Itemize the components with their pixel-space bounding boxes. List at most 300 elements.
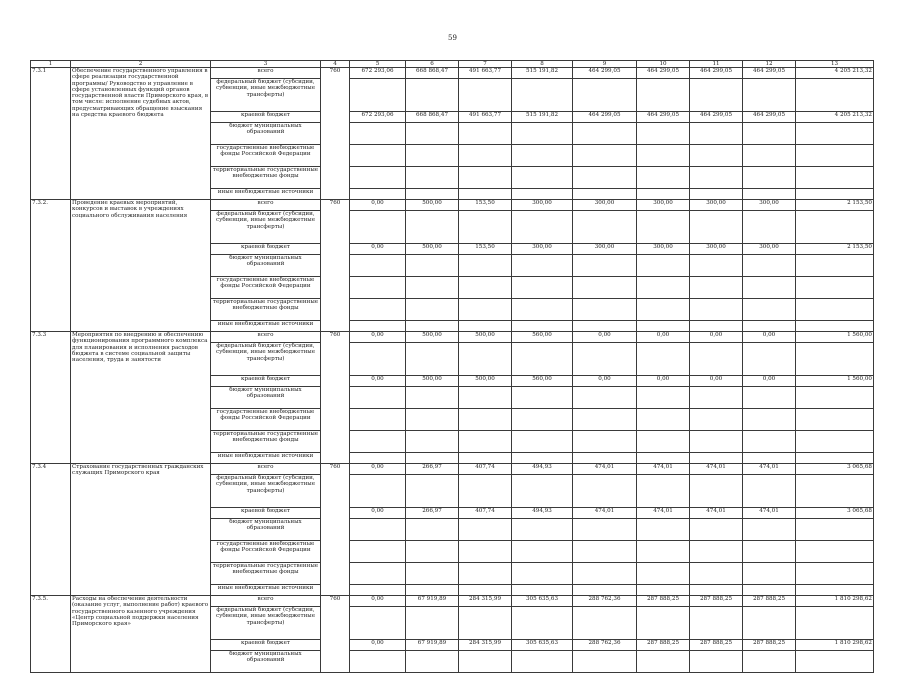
funding-source: федеральный бюджет (субсидии, субвенции, иные межбюджетные трансферты) bbox=[211, 607, 321, 640]
empty-cell bbox=[637, 79, 690, 112]
column-number: 13 bbox=[796, 61, 874, 68]
empty-cell bbox=[512, 123, 573, 145]
column-number: 2 bbox=[71, 61, 211, 68]
empty-cell bbox=[350, 409, 406, 431]
year-value: 284 315,99 bbox=[459, 596, 512, 607]
year-value: 474,01 bbox=[637, 464, 690, 475]
empty-cell bbox=[637, 189, 690, 200]
empty-cell bbox=[796, 651, 874, 673]
empty-cell bbox=[573, 145, 637, 167]
year-value: 300,00 bbox=[512, 200, 573, 211]
funding-source: федеральный бюджет (субсидии, субвенции, иные межбюджетные трансферты) bbox=[211, 475, 321, 508]
empty-cell bbox=[350, 211, 406, 244]
empty-cell bbox=[796, 541, 874, 563]
year-value: 300,00 bbox=[690, 200, 743, 211]
empty-cell bbox=[690, 167, 743, 189]
total-value: 4 205 213,32 bbox=[796, 68, 874, 79]
empty-cell bbox=[690, 541, 743, 563]
empty-cell bbox=[796, 607, 874, 640]
year-value: 474,01 bbox=[690, 464, 743, 475]
funding-source: государственные внебюджетные фонды Российской Федерации bbox=[211, 145, 321, 167]
total-value: 1 560,00 bbox=[796, 332, 874, 343]
empty-cell bbox=[796, 387, 874, 409]
regional-value: 464 299,05 bbox=[637, 112, 690, 123]
section-name: Страхование государственных гражданских служащих Приморского края bbox=[71, 464, 211, 596]
empty-cell bbox=[406, 189, 459, 200]
empty-cell bbox=[573, 79, 637, 112]
empty-cell bbox=[796, 453, 874, 464]
empty-cell bbox=[350, 123, 406, 145]
empty-cell bbox=[459, 123, 512, 145]
empty-cell bbox=[459, 387, 512, 409]
funding-source: иные внебюджетные источники bbox=[211, 453, 321, 464]
column-number: 11 bbox=[690, 61, 743, 68]
total-value: 1 810 298,62 bbox=[796, 596, 874, 607]
empty-cell bbox=[406, 167, 459, 189]
section-code: 760 bbox=[321, 332, 350, 464]
empty-cell bbox=[350, 343, 406, 376]
empty-cell bbox=[573, 607, 637, 640]
empty-cell bbox=[796, 79, 874, 112]
empty-cell bbox=[637, 607, 690, 640]
column-number: 5 bbox=[350, 61, 406, 68]
empty-cell bbox=[350, 189, 406, 200]
regional-value: 500,00 bbox=[459, 376, 512, 387]
empty-cell bbox=[796, 409, 874, 431]
empty-cell bbox=[743, 563, 796, 585]
empty-cell bbox=[743, 409, 796, 431]
year-value: 287 888,25 bbox=[637, 596, 690, 607]
empty-cell bbox=[350, 563, 406, 585]
empty-cell bbox=[350, 387, 406, 409]
regional-value: 500,00 bbox=[406, 376, 459, 387]
section-name: Расходы на обеспечение деятельности (оказание услуг, выполнение работ) краевого государственного казенного учреждения «Центр социальной поддержки населения Приморского края» bbox=[71, 596, 211, 673]
funding-source: всего bbox=[211, 332, 321, 343]
empty-cell bbox=[459, 519, 512, 541]
table-row bbox=[31, 464, 874, 475]
empty-cell bbox=[743, 321, 796, 332]
funding-source: федеральный бюджет (субсидии, субвенции, иные межбюджетные трансферты) bbox=[211, 343, 321, 376]
empty-cell bbox=[796, 277, 874, 299]
empty-cell bbox=[350, 431, 406, 453]
total-value: 3 065,68 bbox=[796, 464, 874, 475]
empty-cell bbox=[406, 277, 459, 299]
empty-cell bbox=[350, 299, 406, 321]
empty-cell bbox=[459, 541, 512, 563]
empty-cell bbox=[743, 585, 796, 596]
empty-cell bbox=[406, 343, 459, 376]
regional-value: 560,00 bbox=[512, 376, 573, 387]
year-value: 0,00 bbox=[350, 200, 406, 211]
section-number: 7.3.2. bbox=[31, 200, 71, 332]
funding-source: бюджет муниципальных образований bbox=[211, 255, 321, 277]
regional-value: 407,74 bbox=[459, 508, 512, 519]
empty-cell bbox=[573, 167, 637, 189]
regional-value: 287 888,25 bbox=[690, 640, 743, 651]
empty-cell bbox=[573, 123, 637, 145]
regional-total-value: 3 065,68 bbox=[796, 508, 874, 519]
section-code: 760 bbox=[321, 200, 350, 332]
section-number: 7.3.3 bbox=[31, 332, 71, 464]
funding-source: бюджет муниципальных образований bbox=[211, 651, 321, 673]
column-number: 7 bbox=[459, 61, 512, 68]
empty-cell bbox=[637, 211, 690, 244]
empty-cell bbox=[350, 651, 406, 673]
empty-cell bbox=[637, 277, 690, 299]
empty-cell bbox=[406, 123, 459, 145]
empty-cell bbox=[796, 475, 874, 508]
column-number: 6 bbox=[406, 61, 459, 68]
empty-cell bbox=[690, 277, 743, 299]
year-value: 464 299,05 bbox=[573, 68, 637, 79]
empty-cell bbox=[637, 299, 690, 321]
empty-cell bbox=[512, 607, 573, 640]
year-value: 494,93 bbox=[512, 464, 573, 475]
empty-cell bbox=[459, 211, 512, 244]
empty-cell bbox=[743, 343, 796, 376]
empty-cell bbox=[459, 299, 512, 321]
empty-cell bbox=[406, 607, 459, 640]
funding-source: территориальные государственные внебюджетные фонды bbox=[211, 299, 321, 321]
section-name: Обеспечение государственного управления в сфере реализации государственной программы/ Руководство и управление в сфере установленных функций органов государственной власти Приморского края, в том числе: исполнение судебных актов, предусматривающих обращение взыскания на средства краевого бюджета bbox=[71, 68, 211, 200]
empty-cell bbox=[796, 343, 874, 376]
empty-cell bbox=[512, 299, 573, 321]
empty-cell bbox=[796, 519, 874, 541]
regional-value: 300,00 bbox=[690, 244, 743, 255]
regional-value: 0,00 bbox=[573, 376, 637, 387]
empty-cell bbox=[512, 387, 573, 409]
funding-source: федеральный бюджет (субсидии, субвенции, иные межбюджетные трансферты) bbox=[211, 79, 321, 112]
empty-cell bbox=[350, 321, 406, 332]
empty-cell bbox=[690, 299, 743, 321]
empty-cell bbox=[796, 189, 874, 200]
empty-cell bbox=[743, 145, 796, 167]
section-number: 7.3.5. bbox=[31, 596, 71, 673]
regional-value: 284 315,99 bbox=[459, 640, 512, 651]
year-value: 0,00 bbox=[350, 596, 406, 607]
empty-cell bbox=[512, 475, 573, 508]
empty-cell bbox=[573, 475, 637, 508]
empty-cell bbox=[690, 519, 743, 541]
empty-cell bbox=[690, 431, 743, 453]
empty-cell bbox=[459, 409, 512, 431]
empty-cell bbox=[406, 431, 459, 453]
empty-cell bbox=[796, 563, 874, 585]
regional-value: 491 663,77 bbox=[459, 112, 512, 123]
empty-cell bbox=[743, 167, 796, 189]
empty-cell bbox=[406, 255, 459, 277]
empty-cell bbox=[743, 211, 796, 244]
regional-value: 287 888,25 bbox=[637, 640, 690, 651]
empty-cell bbox=[690, 211, 743, 244]
regional-value: 515 191,82 bbox=[512, 112, 573, 123]
empty-cell bbox=[743, 189, 796, 200]
empty-cell bbox=[637, 409, 690, 431]
year-value: 153,50 bbox=[459, 200, 512, 211]
year-value: 288 762,36 bbox=[573, 596, 637, 607]
empty-cell bbox=[743, 123, 796, 145]
funding-source: краевой бюджет bbox=[211, 112, 321, 123]
year-value: 560,00 bbox=[512, 332, 573, 343]
empty-cell bbox=[637, 519, 690, 541]
empty-cell bbox=[512, 651, 573, 673]
empty-cell bbox=[743, 607, 796, 640]
empty-cell bbox=[512, 145, 573, 167]
year-value: 0,00 bbox=[350, 464, 406, 475]
year-value: 515 191,82 bbox=[512, 68, 573, 79]
empty-cell bbox=[459, 343, 512, 376]
empty-cell bbox=[796, 123, 874, 145]
empty-cell bbox=[459, 277, 512, 299]
empty-cell bbox=[573, 651, 637, 673]
empty-cell bbox=[573, 409, 637, 431]
empty-cell bbox=[573, 189, 637, 200]
regional-value: 153,50 bbox=[459, 244, 512, 255]
empty-cell bbox=[573, 563, 637, 585]
empty-cell bbox=[690, 651, 743, 673]
year-value: 500,00 bbox=[406, 200, 459, 211]
section-name: Проведение краевых мероприятий, конкурсов и выставок в учреждениях социального обслуживания населения bbox=[71, 200, 211, 332]
regional-total-value: 1 560,00 bbox=[796, 376, 874, 387]
empty-cell bbox=[637, 321, 690, 332]
empty-cell bbox=[690, 475, 743, 508]
regional-value: 0,00 bbox=[743, 376, 796, 387]
empty-cell bbox=[406, 585, 459, 596]
year-value: 300,00 bbox=[637, 200, 690, 211]
empty-cell bbox=[573, 519, 637, 541]
regional-total-value: 4 205 213,32 bbox=[796, 112, 874, 123]
empty-cell bbox=[690, 343, 743, 376]
year-value: 672 293,06 bbox=[350, 68, 406, 79]
column-number: 4 bbox=[321, 61, 350, 68]
funding-source: государственные внебюджетные фонды Российской Федерации bbox=[211, 277, 321, 299]
empty-cell bbox=[459, 651, 512, 673]
empty-cell bbox=[690, 79, 743, 112]
empty-cell bbox=[350, 277, 406, 299]
empty-cell bbox=[406, 211, 459, 244]
empty-cell bbox=[637, 255, 690, 277]
empty-cell bbox=[512, 563, 573, 585]
empty-cell bbox=[459, 255, 512, 277]
funding-source: бюджет муниципальных образований bbox=[211, 123, 321, 145]
empty-cell bbox=[512, 409, 573, 431]
empty-cell bbox=[512, 79, 573, 112]
year-value: 300,00 bbox=[573, 200, 637, 211]
regional-value: 266,97 bbox=[406, 508, 459, 519]
table-row bbox=[31, 68, 874, 79]
section-name: Мероприятия по внедрению и обеспечению функционирования программного комплекса для планирования и исполнения расходов бюджета в системе социальной защиты населения, труда и занятости bbox=[71, 332, 211, 464]
empty-cell bbox=[459, 475, 512, 508]
page-number: 59 bbox=[448, 34, 457, 42]
empty-cell bbox=[459, 145, 512, 167]
empty-cell bbox=[573, 343, 637, 376]
empty-cell bbox=[573, 299, 637, 321]
year-value: 464 299,05 bbox=[690, 68, 743, 79]
regional-value: 0,00 bbox=[637, 376, 690, 387]
regional-value: 287 888,25 bbox=[743, 640, 796, 651]
year-value: 464 299,05 bbox=[637, 68, 690, 79]
empty-cell bbox=[796, 145, 874, 167]
empty-cell bbox=[406, 387, 459, 409]
empty-cell bbox=[690, 607, 743, 640]
empty-cell bbox=[637, 343, 690, 376]
funding-source: иные внебюджетные источники bbox=[211, 189, 321, 200]
regional-value: 474,01 bbox=[573, 508, 637, 519]
empty-cell bbox=[637, 453, 690, 464]
funding-source: всего bbox=[211, 596, 321, 607]
empty-cell bbox=[573, 453, 637, 464]
regional-value: 474,01 bbox=[637, 508, 690, 519]
empty-cell bbox=[573, 321, 637, 332]
regional-value: 0,00 bbox=[350, 244, 406, 255]
empty-cell bbox=[743, 387, 796, 409]
empty-cell bbox=[512, 189, 573, 200]
empty-cell bbox=[573, 431, 637, 453]
section-code: 760 bbox=[321, 68, 350, 200]
regional-value: 300,00 bbox=[637, 244, 690, 255]
empty-cell bbox=[796, 255, 874, 277]
funding-source: краевой бюджет bbox=[211, 640, 321, 651]
funding-source: иные внебюджетные источники bbox=[211, 585, 321, 596]
year-value: 305 635,63 bbox=[512, 596, 573, 607]
empty-cell bbox=[406, 519, 459, 541]
empty-cell bbox=[512, 343, 573, 376]
empty-cell bbox=[690, 387, 743, 409]
empty-cell bbox=[690, 255, 743, 277]
funding-source: государственные внебюджетные фонды Российской Федерации bbox=[211, 541, 321, 563]
funding-source: бюджет муниципальных образований bbox=[211, 387, 321, 409]
empty-cell bbox=[796, 431, 874, 453]
empty-cell bbox=[459, 167, 512, 189]
column-number: 1 bbox=[31, 61, 71, 68]
section-number: 7.3.1 bbox=[31, 68, 71, 200]
empty-cell bbox=[573, 255, 637, 277]
column-number: 10 bbox=[637, 61, 690, 68]
regional-value: 67 919,89 bbox=[406, 640, 459, 651]
empty-cell bbox=[743, 541, 796, 563]
year-value: 491 663,77 bbox=[459, 68, 512, 79]
empty-cell bbox=[637, 541, 690, 563]
empty-cell bbox=[512, 585, 573, 596]
empty-cell bbox=[406, 145, 459, 167]
regional-value: 474,01 bbox=[743, 508, 796, 519]
empty-cell bbox=[690, 189, 743, 200]
year-value: 474,01 bbox=[573, 464, 637, 475]
empty-cell bbox=[573, 585, 637, 596]
empty-cell bbox=[743, 651, 796, 673]
empty-cell bbox=[743, 299, 796, 321]
empty-cell bbox=[573, 211, 637, 244]
empty-cell bbox=[459, 585, 512, 596]
empty-cell bbox=[350, 541, 406, 563]
year-value: 668 868,47 bbox=[406, 68, 459, 79]
empty-cell bbox=[350, 167, 406, 189]
empty-cell bbox=[637, 387, 690, 409]
funding-source: бюджет муниципальных образований bbox=[211, 519, 321, 541]
empty-cell bbox=[512, 519, 573, 541]
table-row bbox=[31, 596, 874, 607]
empty-cell bbox=[512, 255, 573, 277]
total-value: 2 153,50 bbox=[796, 200, 874, 211]
funding-source: иные внебюджетные источники bbox=[211, 321, 321, 332]
funding-source: краевой бюджет bbox=[211, 508, 321, 519]
empty-cell bbox=[796, 211, 874, 244]
section-code: 760 bbox=[321, 596, 350, 673]
empty-cell bbox=[459, 453, 512, 464]
empty-cell bbox=[512, 431, 573, 453]
empty-cell bbox=[350, 79, 406, 112]
empty-cell bbox=[690, 585, 743, 596]
regional-total-value: 1 810 298,62 bbox=[796, 640, 874, 651]
empty-cell bbox=[406, 563, 459, 585]
empty-cell bbox=[350, 519, 406, 541]
funding-source: территориальные государственные внебюджетные фонды bbox=[211, 563, 321, 585]
empty-cell bbox=[743, 519, 796, 541]
empty-cell bbox=[743, 255, 796, 277]
empty-cell bbox=[459, 563, 512, 585]
regional-value: 0,00 bbox=[350, 508, 406, 519]
empty-cell bbox=[637, 585, 690, 596]
funding-source: федеральный бюджет (субсидии, субвенции, иные межбюджетные трансферты) bbox=[211, 211, 321, 244]
table-row bbox=[31, 200, 874, 211]
year-value: 500,00 bbox=[406, 332, 459, 343]
regional-value: 300,00 bbox=[512, 244, 573, 255]
empty-cell bbox=[459, 607, 512, 640]
year-value: 0,00 bbox=[350, 332, 406, 343]
year-value: 474,01 bbox=[743, 464, 796, 475]
regional-value: 305 635,63 bbox=[512, 640, 573, 651]
regional-value: 300,00 bbox=[573, 244, 637, 255]
funding-source: всего bbox=[211, 200, 321, 211]
funding-source: всего bbox=[211, 68, 321, 79]
year-value: 287 888,25 bbox=[743, 596, 796, 607]
empty-cell bbox=[350, 607, 406, 640]
empty-cell bbox=[690, 321, 743, 332]
funding-source: территориальные государственные внебюджетные фонды bbox=[211, 431, 321, 453]
column-number: 12 bbox=[743, 61, 796, 68]
empty-cell bbox=[573, 277, 637, 299]
empty-cell bbox=[690, 145, 743, 167]
empty-cell bbox=[637, 431, 690, 453]
column-number: 8 bbox=[512, 61, 573, 68]
column-number: 9 bbox=[573, 61, 637, 68]
funding-source: краевой бюджет bbox=[211, 376, 321, 387]
column-number: 3 bbox=[211, 61, 321, 68]
empty-cell bbox=[512, 211, 573, 244]
empty-cell bbox=[512, 321, 573, 332]
funding-source: всего bbox=[211, 464, 321, 475]
empty-cell bbox=[637, 563, 690, 585]
year-value: 266,97 bbox=[406, 464, 459, 475]
empty-cell bbox=[690, 563, 743, 585]
empty-cell bbox=[406, 541, 459, 563]
empty-cell bbox=[406, 475, 459, 508]
empty-cell bbox=[743, 79, 796, 112]
table-row bbox=[31, 332, 874, 343]
year-value: 0,00 bbox=[743, 332, 796, 343]
empty-cell bbox=[637, 167, 690, 189]
empty-cell bbox=[796, 299, 874, 321]
empty-cell bbox=[350, 585, 406, 596]
regional-value: 0,00 bbox=[350, 640, 406, 651]
budget-table bbox=[30, 60, 874, 673]
empty-cell bbox=[406, 651, 459, 673]
empty-cell bbox=[406, 409, 459, 431]
empty-cell bbox=[690, 123, 743, 145]
year-value: 0,00 bbox=[573, 332, 637, 343]
year-value: 407,74 bbox=[459, 464, 512, 475]
regional-value: 474,01 bbox=[690, 508, 743, 519]
